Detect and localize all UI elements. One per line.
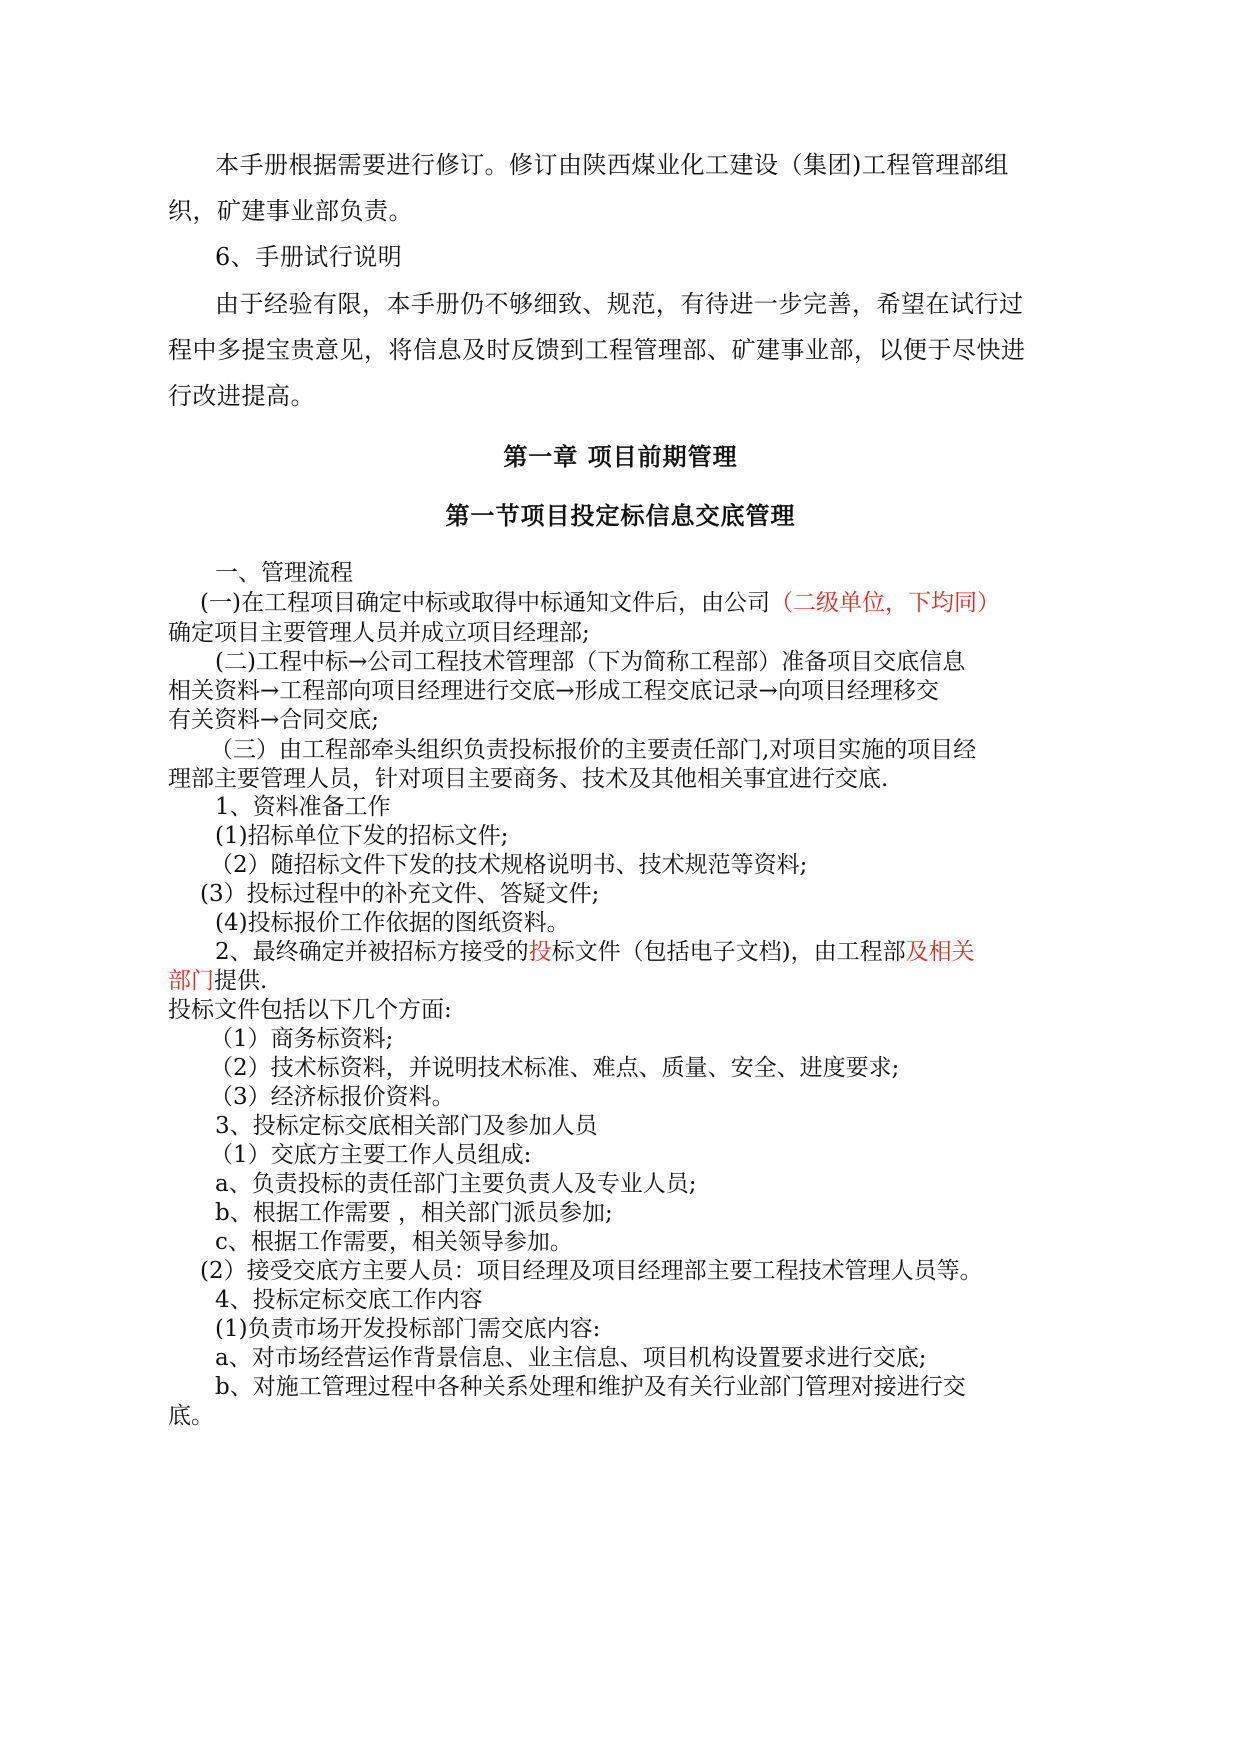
intro-item-6-heading: 6、手册试行说明: [215, 243, 403, 271]
process-item-3-line-1: （三）由工程部牵头组织负责投标报价的主要责任部门,对项目实施的项目经: [210, 737, 977, 763]
list-item: a、对市场经营运作背景信息、业主信息、项目机构设置要求进行交底;: [215, 1345, 927, 1371]
list-item: (2）接受交底方主要人员：项目经理及项目经理部主要工程技术管理人员等。: [200, 1258, 983, 1284]
item-2-line-1: 2、最终确定并被招标方接受的投标文件（包括电子文档)，由工程部及相关: [215, 939, 975, 965]
red-annotation: （二级单位，下均同）: [769, 590, 1000, 616]
list-item: （2）随招标文件下发的技术规格说明书、技术规范等资料;: [210, 852, 808, 878]
process-item-3-line-2: 理部主要管理人员，针对项目主要商务、技术及其他相关事宜进行交底.: [168, 766, 889, 792]
intro-paragraph-2-line-3: 行改进提高。: [168, 382, 315, 410]
section-title: 第一节项目投定标信息交底管理: [445, 501, 796, 530]
intro-paragraph-2-line-2: 程中多提宝贵意见，将信息及时反馈到工程管理部、矿建事业部，以便于尽快进: [168, 336, 1026, 364]
red-annotation: 及相关: [905, 939, 975, 965]
process-item-1-line-2: 确定项目主要管理人员并成立项目经理部;: [168, 620, 590, 646]
red-annotation: 投: [528, 939, 552, 965]
process-item-1-line-1: (一)在工程项目确定中标或取得中标通知文件后，由公司（二级单位，下均同）: [200, 590, 1000, 616]
chapter-title: 第一章 项目前期管理: [503, 442, 738, 471]
list-item: (1)负责市场开发投标部门需交底内容:: [215, 1316, 601, 1342]
list-item: b、对施工管理过程中各种关系处理和维护及有关行业部门管理对接进行交: [215, 1374, 966, 1400]
item-1-heading: 1、资料准备工作: [215, 794, 391, 820]
list-item: （2）技术标资料，并说明技术标准、难点、质量、安全、进度要求;: [210, 1055, 900, 1081]
list-item: b、根据工作需要 ，相关部门派员参加;: [215, 1200, 613, 1226]
intro-paragraph-1-line-1: 本手册根据需要进行修订。修订由陕西煤业化工建设（集团)工程管理部组: [215, 151, 1009, 179]
intro-paragraph-1-line-2: 织，矿建事业部负责。: [168, 197, 413, 225]
bid-documents-intro: 投标文件包括以下几个方面:: [168, 997, 452, 1023]
list-item-continuation: 底。: [168, 1403, 214, 1429]
item-3-heading: 3、投标定标交底相关部门及参加人员: [215, 1113, 598, 1139]
intro-paragraph-2-line-1: 由于经验有限，本手册仍不够细致、规范，有待进一步完善，希望在试行过: [215, 290, 1024, 318]
process-item-2-line-1: (二)工程中标→公司工程技术管理部（下为简称工程部）准备项目交底信息: [215, 649, 966, 675]
red-annotation: 部门: [168, 968, 214, 994]
item-2-line-2: 部门提供.: [168, 968, 268, 994]
list-item: （1）交底方主要工作人员组成:: [210, 1142, 532, 1168]
list-item: c、根据工作需要，相关领导参加。: [215, 1229, 573, 1255]
heading-management-process: 一、管理流程: [215, 560, 353, 586]
list-item: （1）商务标资料;: [210, 1026, 394, 1052]
process-item-2-line-3: 有关资料→合同交底;: [168, 707, 380, 733]
item-4-heading: 4、投标定标交底工作内容: [215, 1287, 483, 1313]
list-item: (4)投标报价工作依据的图纸资料。: [215, 910, 570, 936]
list-item: （3）经济标报价资料。: [210, 1084, 455, 1110]
list-item: a、负责投标的责任部门主要负责人及专业人员;: [215, 1171, 697, 1197]
process-item-2-line-2: 相关资料→工程部向项目经理进行交底→形成工程交底记录→向项目经理移交: [168, 678, 939, 704]
list-item: (3）投标过程中的补充文件、答疑文件;: [200, 881, 600, 907]
list-item: (1)招标单位下发的招标文件;: [215, 823, 509, 849]
